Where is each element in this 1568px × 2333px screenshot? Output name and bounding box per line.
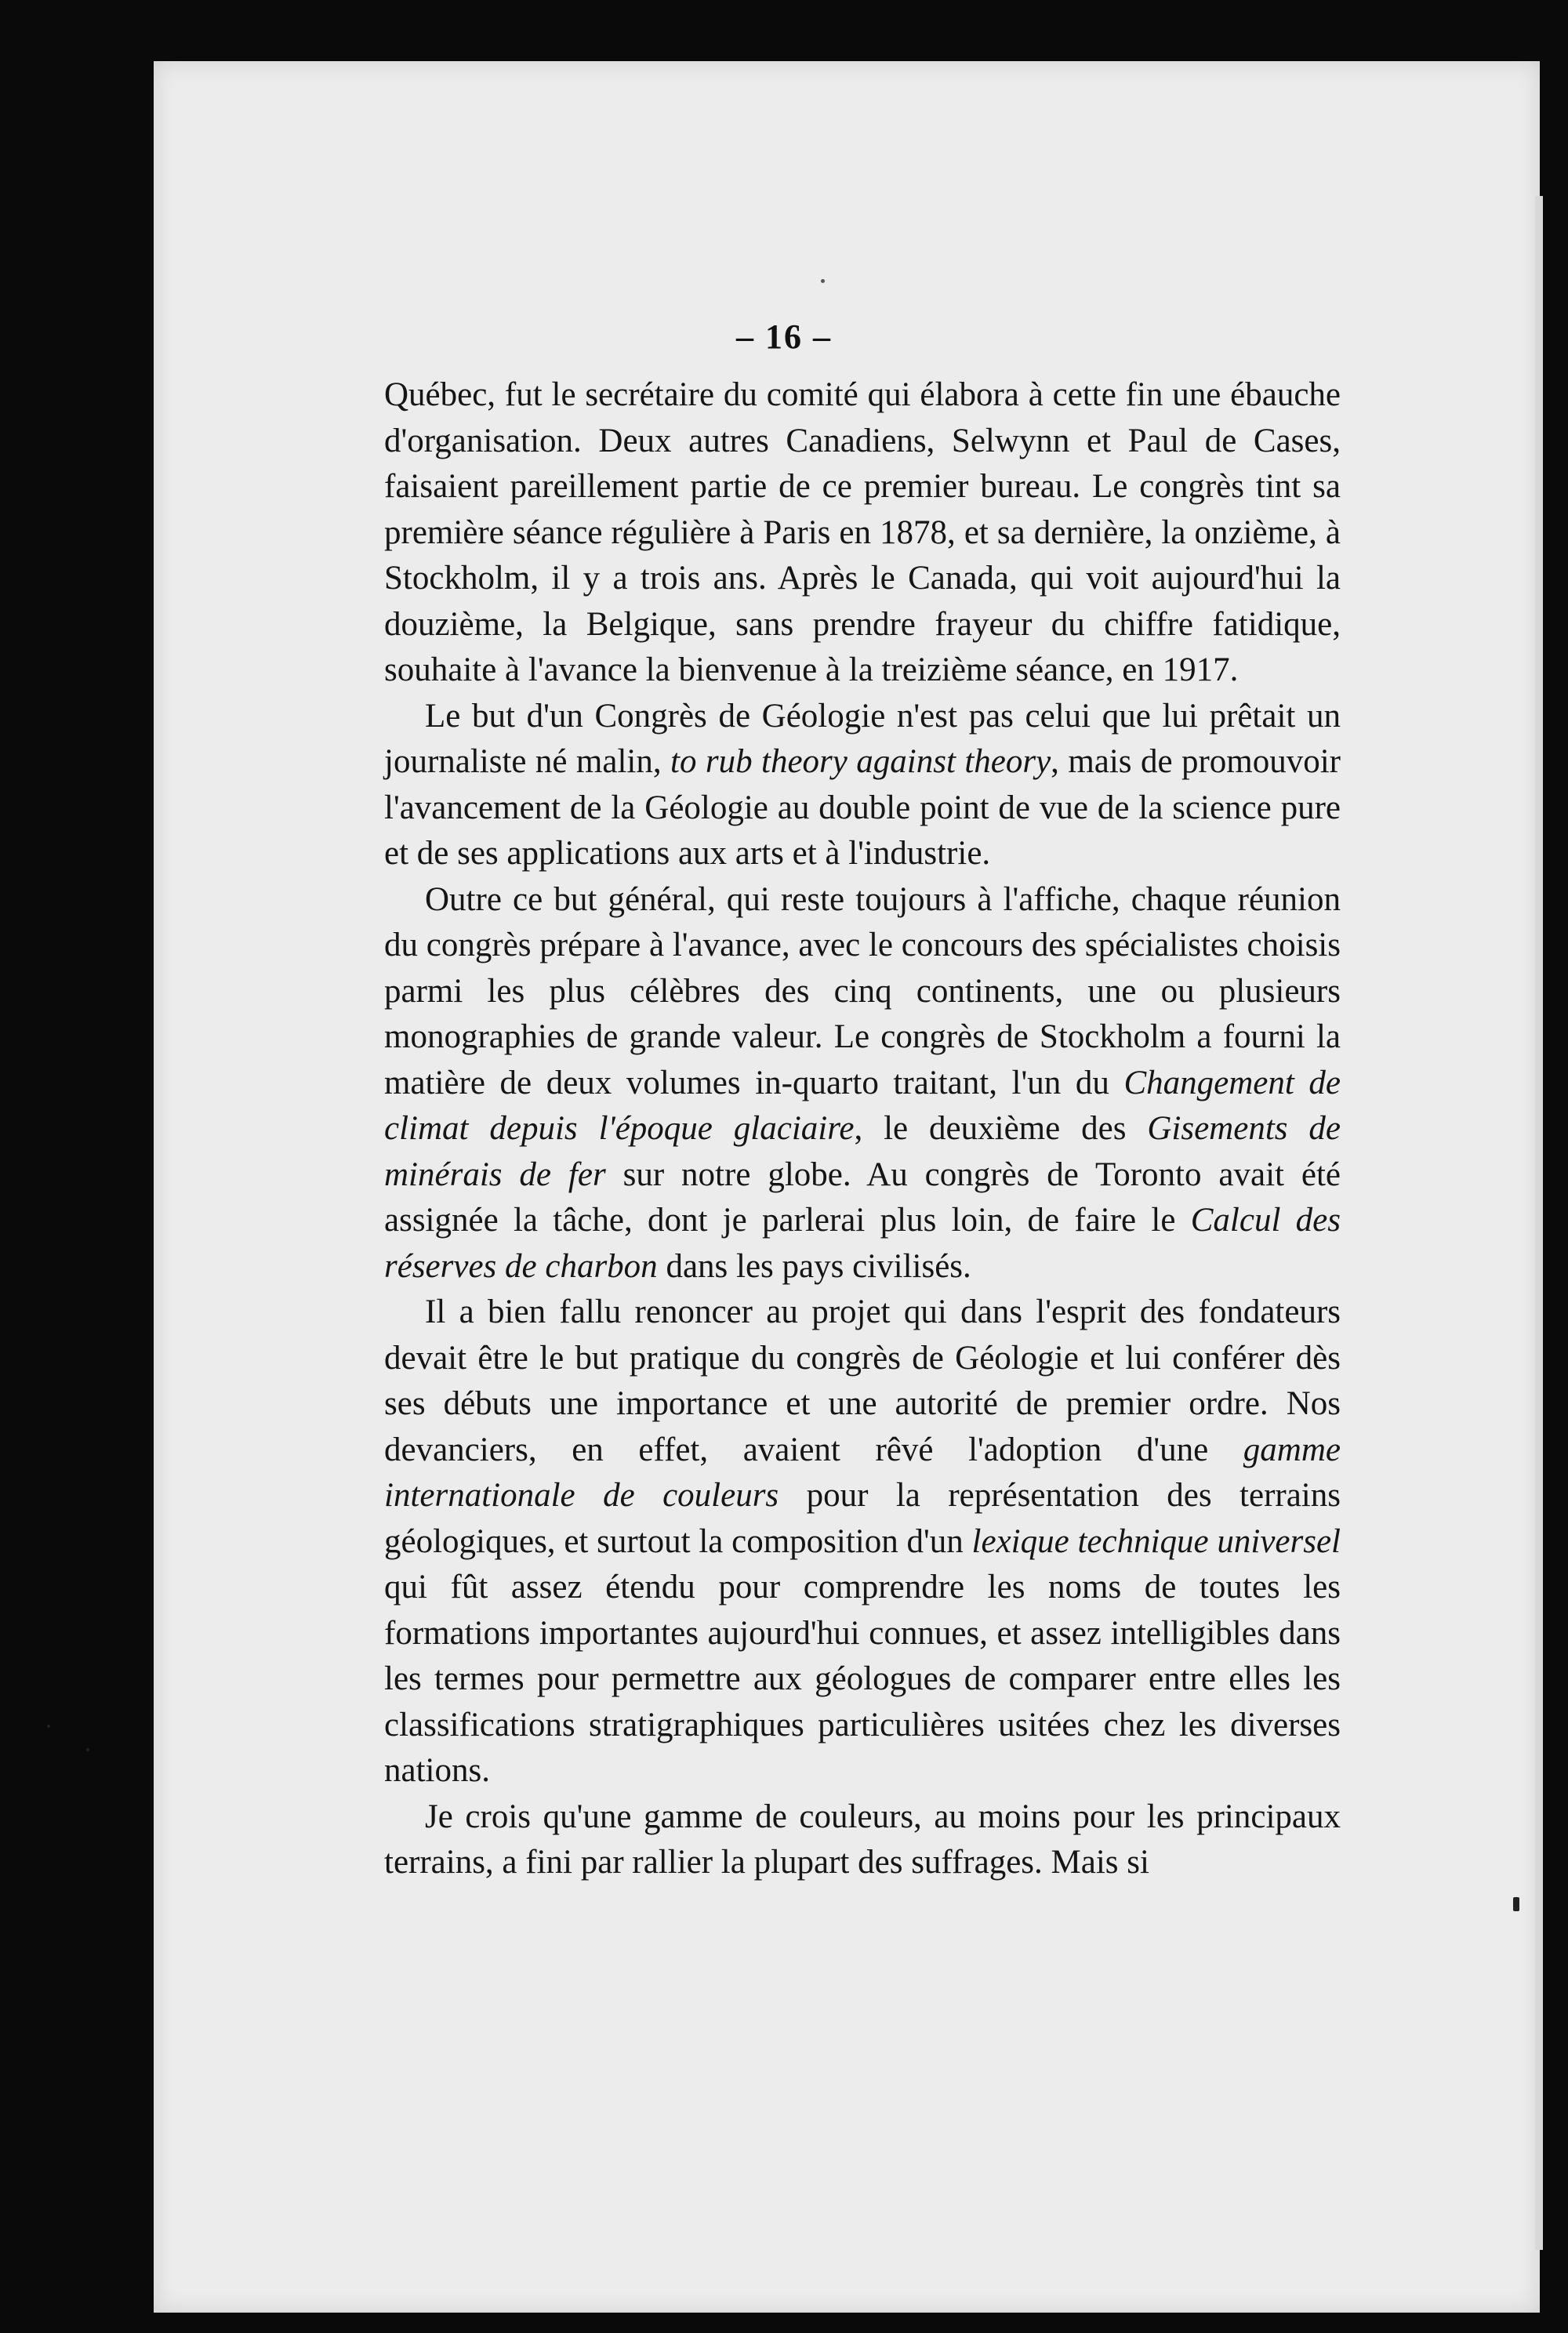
text-run: , mais de promouvoir l'avancement de la Géologie au double point de vue de la science pure et de ses applications aux arts et à l'industrie.: [384, 743, 1341, 872]
text-run: , le deuxième des: [854, 1110, 1148, 1147]
italic-phrase: gamme internationale de couleurs: [384, 1431, 1341, 1514]
scan-speck: [821, 279, 825, 283]
text-run: Outre ce but général, qui reste toujours à l'affiche, chaque réunion du congrès prépare à l'avance, avec le concours des spécialistes choisis parmi les plus célèbres des cinq continents, une ou plusieurs monographies de grande valeur. Le congrès de Stockholm a fourni la matière de deux volumes in-quarto traitant, l'un du: [384, 880, 1341, 1101]
italic-phrase: to rub theory against theory: [670, 743, 1051, 780]
body-text: [384, 372, 1341, 1886]
scan-speck: [86, 1748, 89, 1751]
page-number: – 16 –: [736, 317, 832, 356]
text-run: Je crois qu'une gamme de couleurs, au moins pour les principaux terrains, a fini par rallier la plupart des suffrages. Mais si: [384, 1798, 1341, 1881]
text-run: sur notre globe. Au congrès de Toronto avait été assignée la tâche, dont je parlerai plus loin, de faire le: [384, 1156, 1341, 1239]
italic-phrase: Calcul des réserves de charbon: [384, 1202, 1341, 1285]
italic-phrase: lexique technique universel: [971, 1522, 1341, 1560]
text-run: Le but d'un Congrès de Géologie n'est pas celui que lui prêtait un journaliste né malin,: [384, 697, 1341, 780]
text-run: qui fût assez étendu pour comprendre les noms de toutes les formations importantes aujourd'hui connues, et assez intelligibles dans les termes pour permettre aux géologues de comparer entre elles les classifications stratigraphiques particulières usitées chez les diverses nations.: [384, 1569, 1341, 1789]
italic-phrase: Gisements de minérais de fer: [384, 1110, 1341, 1193]
paragraph: [384, 877, 1341, 1290]
paragraph: [384, 694, 1341, 877]
scan-speck: [47, 1725, 50, 1728]
italic-phrase: Changement de climat depuis l'époque glaciaire: [384, 1064, 1341, 1147]
paragraph: [384, 1794, 1341, 1886]
text-run: dans les pays civilisés.: [657, 1247, 971, 1285]
text-run: Il a bien fallu renoncer au projet qui dans l'esprit des fondateurs devait être le but pratique du congrès de Géologie et lui conférer dès ses débuts une importance et une autorité de premier ordre. Nos devanciers, en effet, avaient rêvé l'adoption d'une: [384, 1293, 1341, 1468]
text-run: pour la représentation des terrains géologiques, et surtout la composition d'un: [384, 1477, 1341, 1560]
page-edge: [1535, 196, 1543, 2250]
text-run: Québec, fut le secrétaire du comité qui élabora à cette fin une ébauche d'organisation. Deux autres Canadiens, Selwynn et Paul de Cases, faisaient pareillement partie de ce premier bureau. Le congrès tint sa première séance régulière à Paris en 1878, et sa dernière, la onzième, à Stockholm, il y a trois ans. Après le Canada, qui voit aujourd'hui la douzième, la Belgique, sans prendre frayeur du chiffre fatidique, souhaite à l'avance la bienvenue à la treizième séance, en 1917.: [384, 376, 1341, 688]
paragraph: [384, 1290, 1341, 1794]
paragraph: [384, 372, 1341, 694]
scan-speck: [1513, 1897, 1519, 1911]
